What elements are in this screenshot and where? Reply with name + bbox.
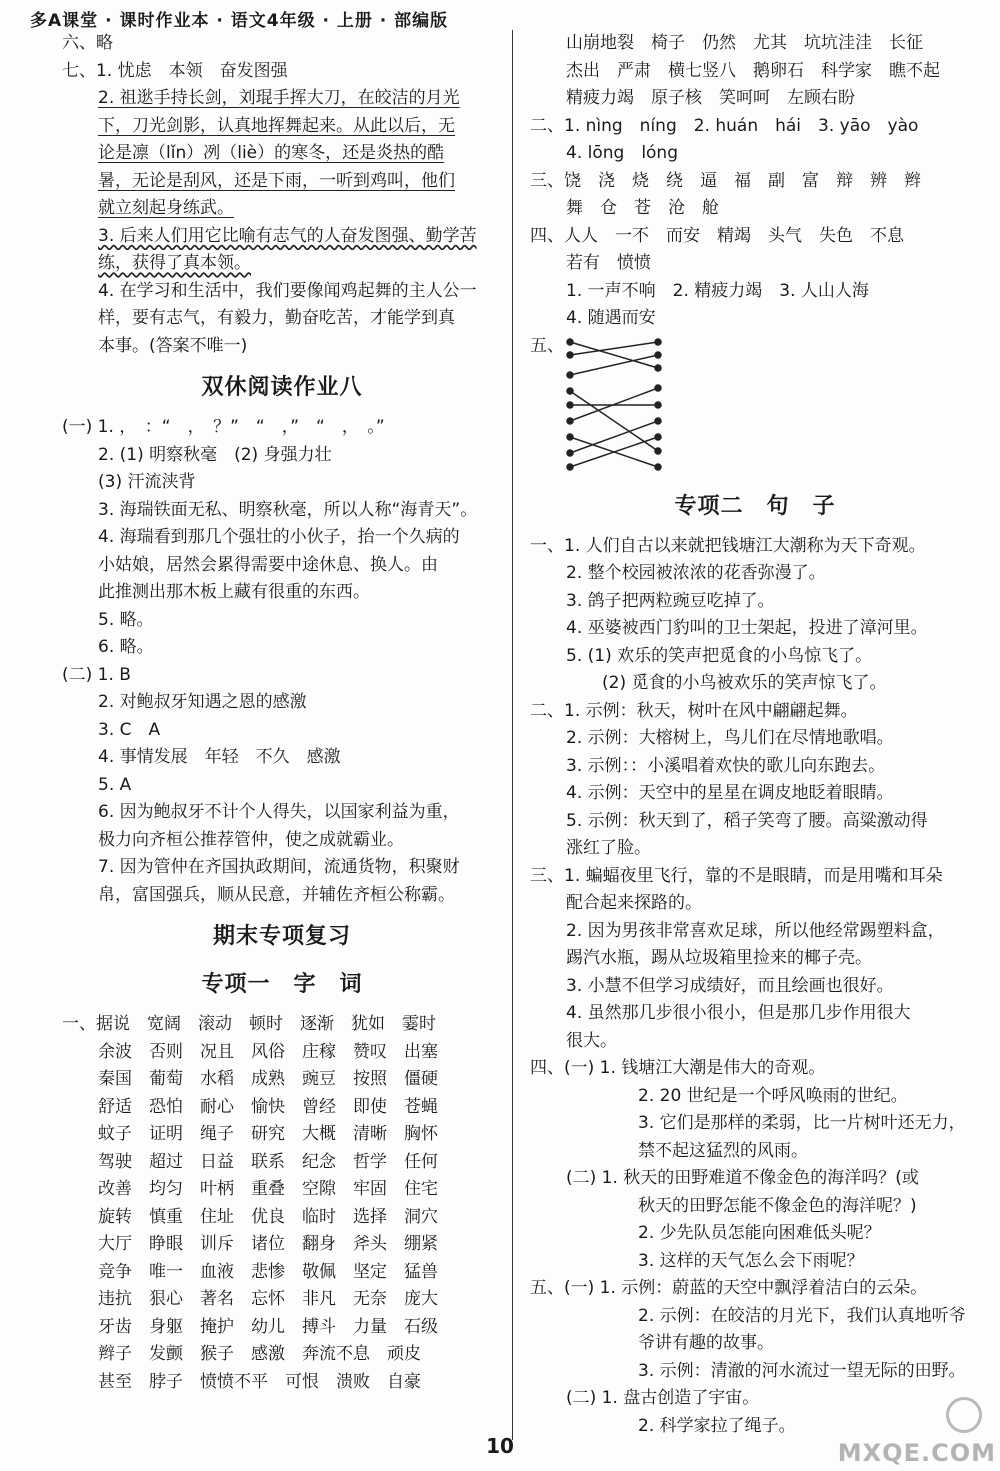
answer-line: 2. 因为男孩非常喜欢足球，所以他经常踢塑料盒， (566, 920, 945, 941)
matching-exercise (530, 333, 980, 479)
match-dot (567, 352, 573, 358)
match-dot (567, 402, 573, 408)
answer-line: 3. 示例：清澈的河水流过一望无际的田野。 (638, 1360, 966, 1381)
underlined-text: 练，获得了真本领。 (98, 253, 251, 273)
answer-line: 旋转 慎重 住址 优良 临时 选择 洞穴 (98, 1206, 438, 1227)
answer-line: 山崩地裂 椅子 仍然 尤其 坑坑洼洼 长征 (566, 33, 923, 53)
match-dot (655, 385, 661, 391)
underlined-text: 暑，无论是刮风，还是下雨，一听到鸡叫，他们 (98, 170, 455, 191)
answer-line: 极力向齐桓公推荐管仲，使之成就霸业。 (98, 829, 404, 850)
answer-line: 7. 因为管仲在齐国执政期间，流通货物，积聚财 (98, 857, 460, 877)
answer-line: 二、1. nìng níng 2. huán hái 3. yāo yào (530, 115, 919, 136)
answer-line: 3. C A (98, 719, 161, 740)
answer-line: 踢汽水瓶，踢从垃圾箱里捡来的椰子壳。 (566, 948, 872, 968)
answer-line: 2. 对鲍叔牙知遇之恩的感激 (98, 692, 307, 712)
answer-line: 4. 虽然那几步很小很小，但是那几步作用很大 (566, 1003, 911, 1023)
match-dot (655, 402, 661, 408)
match-dot (655, 339, 661, 345)
answer-line: 驾驶 超过 日益 联系 纪念 哲学 任何 (98, 1151, 438, 1172)
answer-line: 3. 海瑞铁面无私、明察秋毫，所以人称“海青天”。 (98, 499, 478, 520)
answer-line: 余波 否则 况且 风俗 庄稼 赞叹 出塞 (98, 1041, 438, 1062)
answer-line: 很大。 (566, 1030, 617, 1051)
answer-line: 2. 少先队员怎能向困难低头呢？ (638, 1223, 881, 1243)
answer-line (62, 223, 502, 251)
match-dot (567, 450, 573, 456)
answer-line: 2. 科学家拉了绳子。 (638, 1415, 796, 1436)
answer-line: 蚊子 证明 绳子 研究 大概 清晰 胸怀 (98, 1124, 438, 1144)
answer-line: 此推测出那木板上藏有很重的东西。 (98, 582, 370, 602)
match-line-2 (570, 342, 658, 355)
answer-line: 5. 略。 (98, 609, 154, 630)
answer-line: 四、人人 一不 而安 精竭 头气 失色 不息 (530, 225, 904, 246)
answer-line: 爷讲有趣的故事。 (638, 1333, 774, 1353)
right-column (530, 30, 980, 1440)
answer-line: 四、(一) 1. 钱塘江大潮是伟大的奇观。 (530, 1058, 826, 1078)
match-line-8 (570, 421, 658, 453)
underlined-text: 3. 后来人们用它比喻有志气的人奋发图强、勤学苦 (98, 225, 477, 246)
answer-line: (一) 1. ， ：“ ， ？” “ ，” “ ， 。” (62, 417, 385, 437)
answer-line: 2. 20 世纪是一个呼风唤雨的世纪。 (638, 1085, 908, 1106)
answer-line: 4. 海瑞看到那几个强壮的小伙子，抬一个久病的 (98, 527, 460, 547)
section-title: 专项二 句 子 (674, 493, 836, 519)
answer-line: 甚至 脖子 愤愤不平 可恨 溃败 自豪 (98, 1371, 421, 1392)
match-dot (567, 372, 573, 378)
answer-line: 舒适 恐怕 耐心 愉快 曾经 即使 苍蝇 (98, 1096, 438, 1117)
answer-line: 精疲力竭 原子核 笑呵呵 左顾右盼 (566, 88, 855, 108)
section-title: 双休阅读作业八 (201, 375, 363, 400)
answer-line: 辫子 发颤 猴子 感激 奔流不息 顽皮 (98, 1344, 421, 1364)
answer-line: (3) 汗流浃背 (98, 472, 196, 492)
underlined-text: 就立刻起身练武。 (98, 198, 234, 218)
answer-line: 2. 示例：大榕树上，鸟儿们在尽情地歌唱。 (566, 728, 894, 748)
answer-line: 牙齿 身躯 掩护 幼儿 搏斗 力量 石级 (98, 1316, 438, 1337)
match-dot (655, 434, 661, 440)
answer-line (62, 85, 502, 113)
match-dot (567, 339, 573, 345)
answer-line: 禁不起这猛烈的风雨。 (638, 1140, 808, 1161)
match-line-3 (570, 355, 658, 375)
answer-line: 改善 均匀 叶柄 重叠 空隙 牢固 住宅 (98, 1179, 438, 1199)
watermark-icon (946, 1397, 982, 1433)
answer-line (62, 140, 502, 168)
answer-line: 2. (1) 明察秋毫 (2) 身强力壮 (98, 444, 332, 465)
answer-line: 三、饶 浇 烧 绕 逼 福 副 富 辩 辨 辫 (530, 170, 921, 191)
column-divider (512, 30, 513, 1440)
answer-line: 2. 整个校园被浓浓的花香弥漫了。 (566, 563, 826, 583)
answer-line: 秋天的田野怎能不像金色的海洋呢？) (638, 1195, 917, 1216)
right-bottom-block (530, 487, 980, 1441)
match-dot (655, 448, 661, 454)
match-dot (567, 388, 573, 394)
underlined-text: 下，刀光剑影，认真地挥舞起来。从此以后，无 (98, 115, 455, 136)
answer-line: 二、1. 示例：秋天，树叶在风中翩翩起舞。 (530, 700, 858, 721)
matching-lines (530, 333, 680, 479)
match-dot (655, 418, 661, 424)
answer-line: (二) 1. 秋天的田野难道不像金色的海洋吗？(或 (566, 1168, 919, 1188)
match-dot (655, 352, 661, 358)
watermark: MXQE.COM (837, 1439, 996, 1467)
answer-line: 大厅 睁眼 训斥 诸位 翻身 斧头 绷紧 (98, 1234, 438, 1254)
answer-line: 杰出 严肃 横七竖八 鹅卵石 科学家 瞧不起 (566, 60, 940, 81)
matching-label: 五、 (530, 335, 564, 356)
answer-line: 4. 在学习和生活中，我们要像闻鸡起舞的主人公一 (98, 280, 477, 301)
match-dot (567, 418, 573, 424)
answer-line: 三、1. 蝙蝠夜里飞行，靠的不是眼睛，而是用嘴和耳朵 (530, 865, 943, 886)
underlined-text: 2. 祖逖手持长剑，刘琨手挥大刀，在皎洁的月光 (98, 88, 460, 108)
match-line-1 (570, 342, 658, 368)
answer-line: 样，要有志气，有毅力，勤奋吃苦，才能学到真 (98, 308, 455, 328)
answer-line: 七、1. 忧虑 本领 奋发图强 (62, 60, 288, 81)
answer-line (62, 250, 502, 278)
answer-line: 4. lōng lóng (566, 143, 679, 163)
section-title: 期末专项复习 (212, 924, 351, 949)
answer-line: 1. 一声不响 2. 精疲力竭 3. 人山人海 (566, 280, 869, 301)
running-header: 多A课堂 · 课时作业本 · 语文4年级 · 上册 · 部编版 (30, 11, 449, 31)
underlined-text: 论是凛（lǐn）冽（liè）的寒冬，还是炎热的酷 (98, 143, 445, 163)
answer-line (62, 113, 502, 141)
answer-line: (二) 1. B (62, 664, 131, 685)
answer-line: 4. 随遇而安 (566, 308, 656, 328)
answer-line: 涨红了脸。 (566, 838, 651, 858)
answer-line: 4. 事情发展 年轻 不久 感激 (98, 747, 341, 767)
match-dot (567, 464, 573, 470)
answer-line: 6. 因为鲍叔牙不计个人得失，以国家利益为重， (98, 802, 460, 822)
answer-line: 六、略 (62, 33, 113, 53)
answer-line (62, 168, 502, 196)
answer-line: 6. 略。 (98, 637, 154, 657)
answer-line: 舞 仓 苍 沧 舱 (566, 198, 719, 218)
answer-line: 竞争 唯一 血液 悲惨 敬佩 坚定 猛兽 (98, 1261, 438, 1282)
answer-line: 秦国 葡萄 水稻 成熟 豌豆 按照 僵硬 (98, 1069, 438, 1089)
left-column (62, 30, 502, 1396)
page-number: 10 (486, 1434, 514, 1458)
match-dot (655, 464, 661, 470)
answer-line: 3. 示例：：小溪唱着欢快的歌儿向东跑去。 (566, 755, 886, 776)
answer-line: 一、据说 宽阔 滚动 顿时 逐渐 犹如 霎时 (62, 1014, 436, 1034)
answer-line: 一、1. 人们自古以来就把钱塘江大潮称为天下奇观。 (530, 535, 926, 556)
section-title: 专项一 字 词 (201, 972, 363, 997)
right-top-block (530, 30, 980, 333)
answer-line (62, 195, 502, 223)
match-dot (567, 434, 573, 440)
answer-line: 若有 愤愤 (566, 253, 651, 273)
answer-line: 3. 小慧不但学习成绩好，而且绘画也很好。 (566, 975, 894, 996)
answer-line: 4. 示例：天空中的星星在调皮地眨着眼睛。 (566, 783, 894, 803)
answer-line: 5. (1) 欢乐的笑声把觅食的小鸟惊飞了。 (566, 645, 873, 666)
answer-line: 五、(一) 1. 示例：蔚蓝的天空中飘浮着洁白的云朵。 (530, 1278, 928, 1298)
answer-line: 4. 巫婆被西门豹叫的卫士架起，投进了漳河里。 (566, 618, 928, 638)
answer-line: 5. 示例：秋天到了，稻子笑弯了腰。高粱激动得 (566, 810, 928, 831)
answer-line: 帛，富国强兵，顺从民意，并辅佐齐桓公称霸。 (98, 884, 455, 905)
answer-line: (2) 觅食的小鸟被欢乐的笑声惊飞了。 (602, 673, 887, 693)
answer-line: 5. A (98, 774, 132, 795)
answer-line: 配合起来探路的。 (566, 893, 702, 913)
answer-line: 3. 它们是那样的柔弱，比一片树叶还无力， (638, 1113, 966, 1133)
answer-line: 违抗 狠心 著名 忘怀 非凡 无奈 庞大 (98, 1289, 438, 1309)
answer-line: 2. 示例：在皎洁的月光下，我们认真地听爷 (638, 1305, 966, 1326)
answer-line: 本事。(答案不唯一) (98, 335, 248, 356)
match-dot (655, 365, 661, 371)
answer-line: 3. 这样的天气怎么会下雨呢？ (638, 1250, 864, 1271)
answer-line: (二) 1. 盘古创造了宇宙。 (566, 1388, 760, 1408)
answer-line: 小姑娘，居然会累得需要中途休息、换人。由 (98, 554, 438, 575)
answer-line: 3. 鸽子把两粒豌豆吃掉了。 (566, 590, 775, 611)
